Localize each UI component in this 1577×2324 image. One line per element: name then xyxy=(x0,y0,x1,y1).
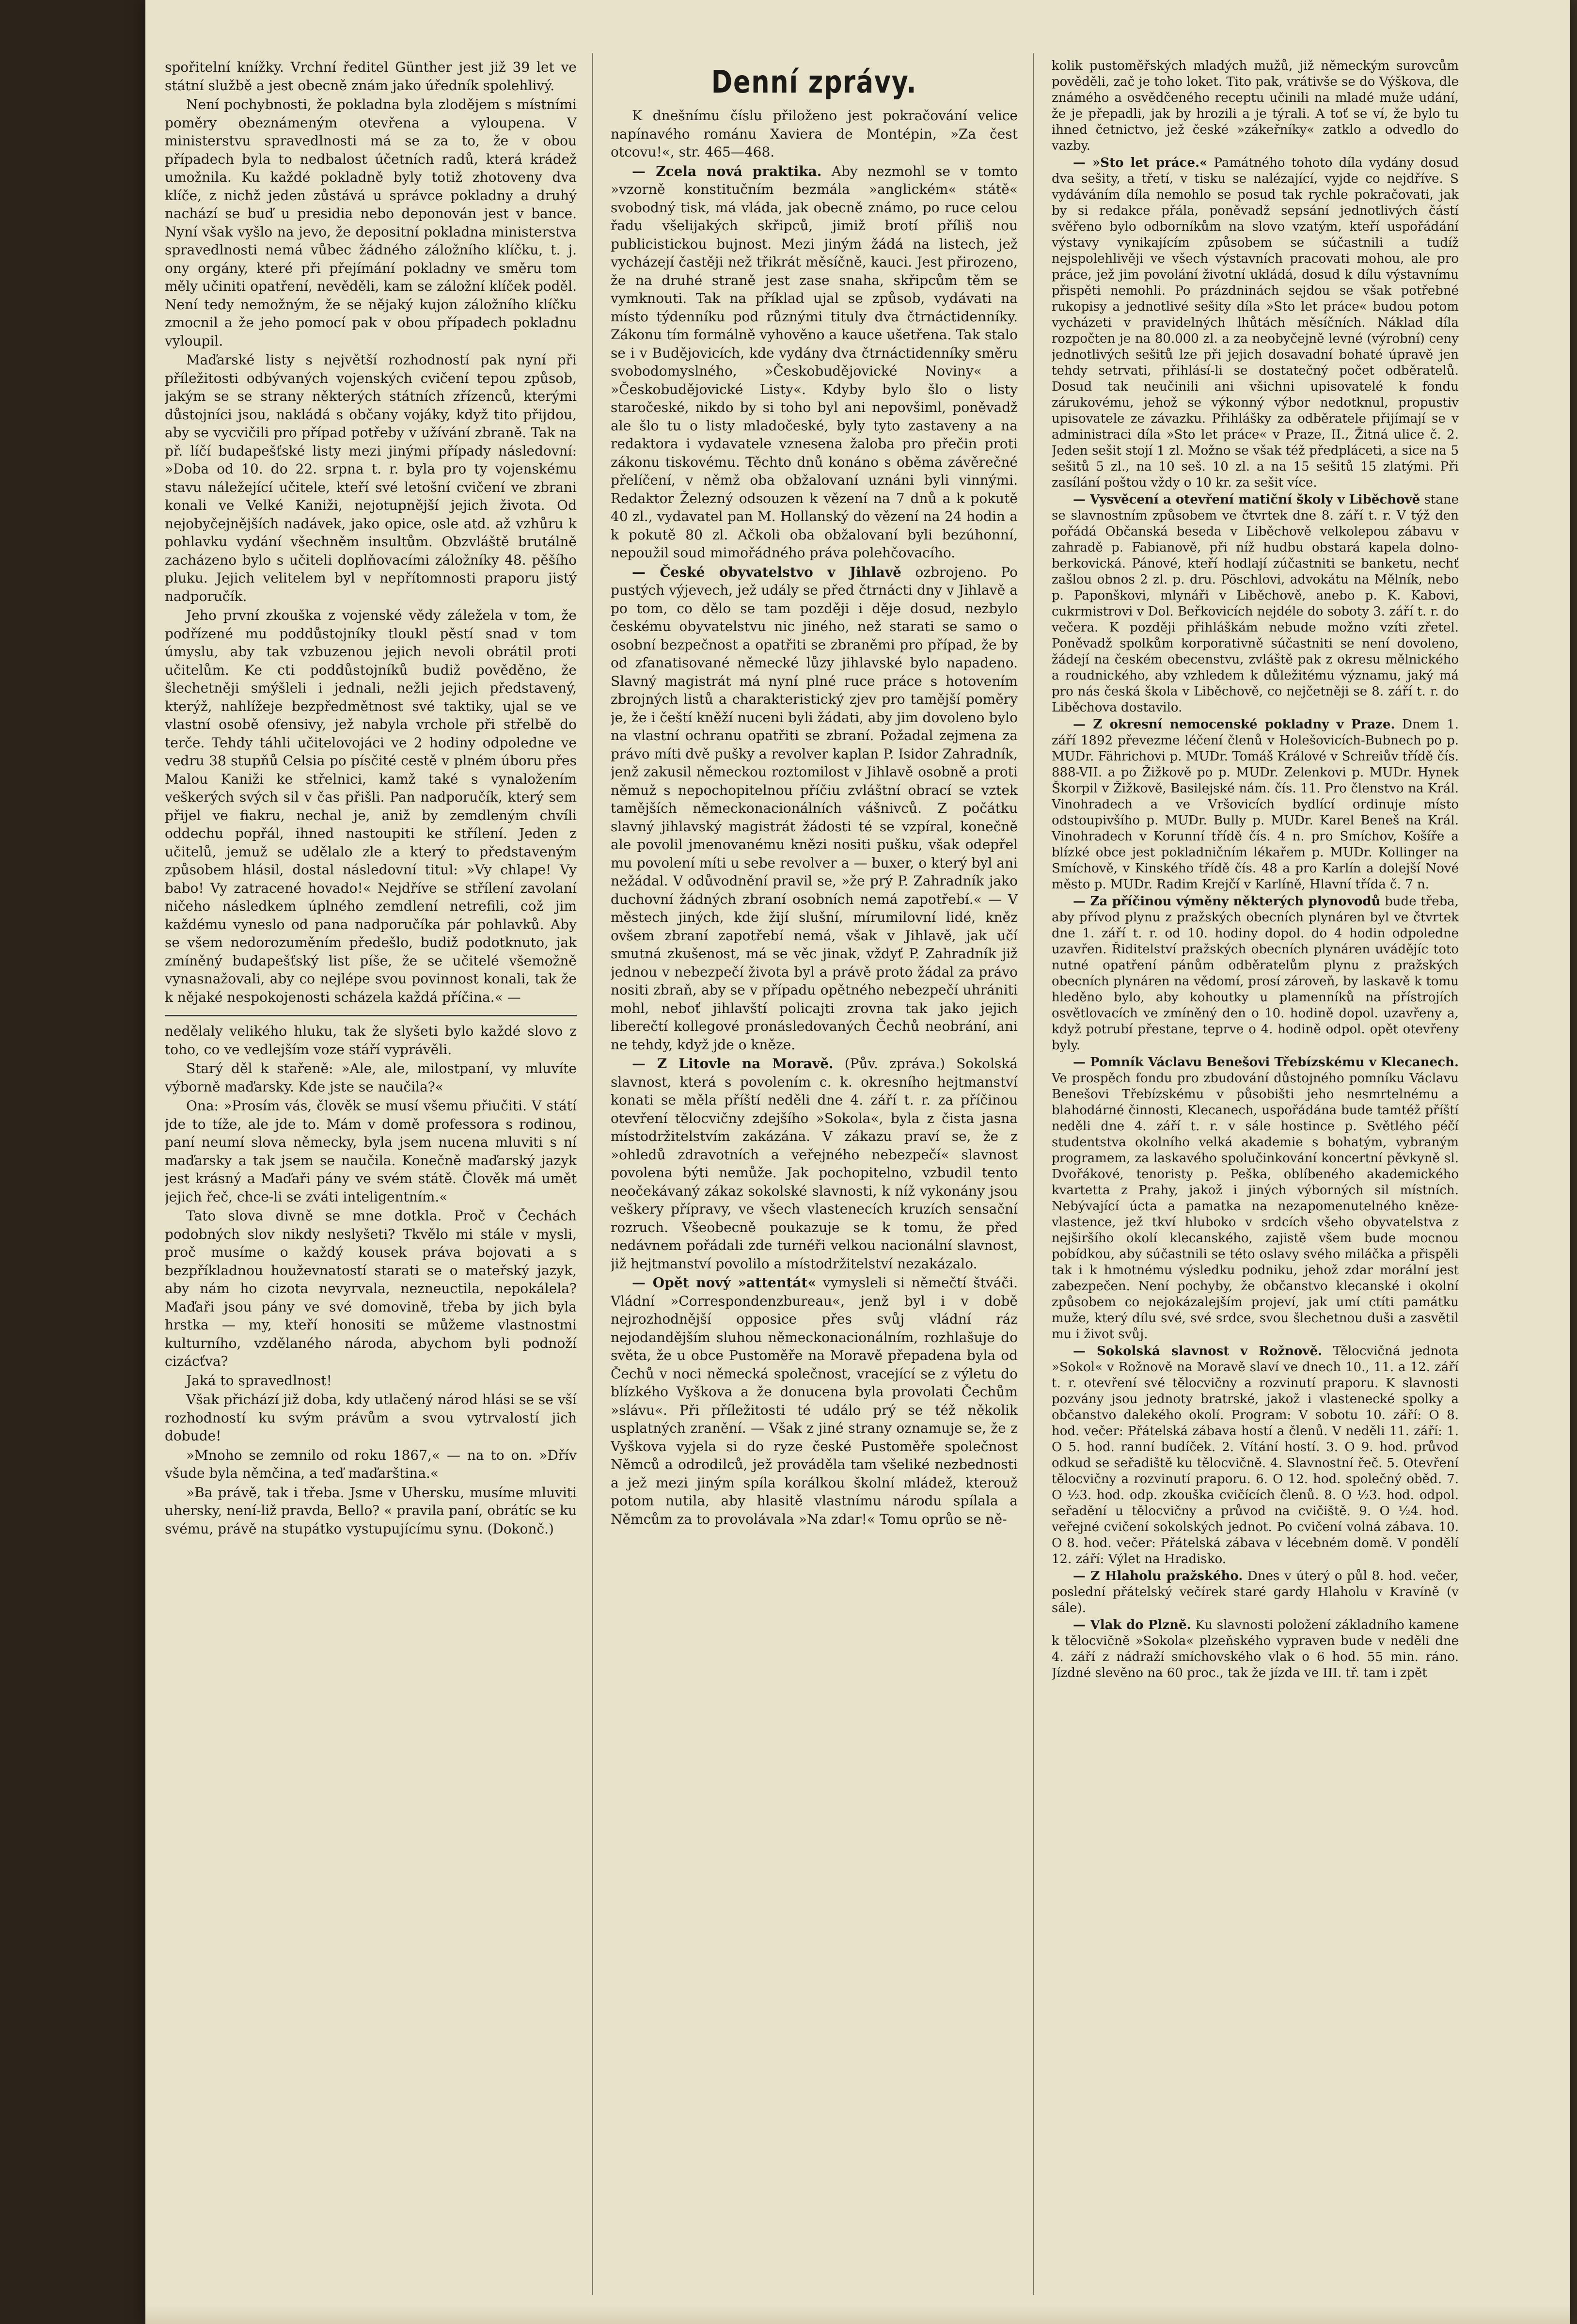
article-heading: — Opět nový »attentát« xyxy=(632,1275,816,1291)
paragraph: Jeho první zkouška z vojenské vědy záležela v tom, že podřízené mu poddůstojníky tloukl pěstí snad v tom úmyslu, aby tak vzbuzenou jejich nevoli obrátil proti učitelům. Ke cti poddůstojníků budiž pověděno, že šlechetněji smýšleli i jednali, nežli jejich představený, kterýž, nahlížeje bezpředmětnost své taktiky, ujal se ve vlastní osobě ofensivy, jež nabyla vrchole při střelbě do terče. Tehdy táhli učitelovojáci ve 2 hodiny odpoledne ve vedru 38 stupňů Celsia po písčité cestě v plném úboru přes Malou Kaniži ke střelnici, kamž také s vynaložením veškerých svých sil v čas přišli. Pan nadporučík, který sem přijel ve fiakru, nechal je, aniž by zemdleným chvíli oddechu popřál, ihned nastoupiti ke střílení. Jeden z učitelů, jemuž se udělalo zle a který to představeným způsobem hlásil, dostal následovní titul: »Vy chlape! Vy babo! Vy zatracené hovado!« Nejdříve se střílení zavolaní ničeho následkem úplného zemdlení netrefili, což jim každému vyneslo od pana nadporučíka pár pohlavků. Aby se všem nedorozuměním předešlo, budiž podotknuto, jak zmíněný budapešťský list píše, že se učitelé všemožně vynasnažovali, aby co nejlépe svou povinnost konali, tak že k nějaké nespokojenosti scházela každá příčina.« — xyxy=(165,607,577,1005)
paragraph: »Ba právě, tak i třeba. Jsme v Uhersku, musíme mluviti uhersky, není-liž pravda, Bello? « pravila paní, obrátíc se ku svému, právě na stupátko vystupujícímu synu. (Dokonč.) xyxy=(165,1484,577,1537)
article-body: (Pův. zpráva.) Sokolská slavnost, která s povolením c. k. okresního hejtmanství konati se měla příští neděli dne 4. září t. r. za příčinou otevření tělocvičny zdejšího »Sokola«, byla z čista jasna místodržitelstvím zakázána. V zákazu praví se, že z »ohledů zdravotních a veřejného nebezpečí« slavnost povolena býti nemůže. Jak pochopitelno, vzbudil tento neočekávaný zákaz sokolské slavnosti, k níž vykonány jsou veškery přípravy, ve všech vlastenecích kruzích sensační rozruch. Všeobecně poukazuje se k tomu, že před nedávnem pořádali zde turnéři velkou nacionální slavnost, již hejtmanství povolilo a místodržitelství nezakázalo. xyxy=(611,1056,1018,1272)
article-body: Ku slavnosti položení základního kamene k tělocvičně »Sokola« plzeňského vypraven bude v neděli dne 4. září z nádraží smíchovského vlak o 6 hod. 55 min. ráno. Jízdné slevěno na 60 proc., tak že jízda ve III. tř. tam i zpět xyxy=(1052,1618,1459,1680)
paragraph: kolik pustoměřských mladých mužů, již německým surovcům pověděli, zač je toho loket. Tito pak, vrátivše se do Výškova, dle známého a osvědčeného receptu učinili na mladé muže udání, že je přepadli, jak by hrozili a je týrali. A toť se ví, že bylo tu ihned četnictvo, jež české »zákeřníky« zatklo a odvedlo do vazby. xyxy=(1052,59,1459,153)
article-heading: — Pomník Václavu Benešovi Třebízskému v Klecanech. xyxy=(1073,1055,1459,1070)
article-body: Dnem 1. září 1892 převezme léčení členů v Holešovicích-Bubnech po p. MUDr. Fährichovi p. MUDr. Tomáš Králové v Schreiův třídě čís. 888-VII. a po Žižkově po p. MUDr. Zelenkovi p. MUDr. Hynek Škorpil v Žižkově, Basilejské nám. čís. 11. Pro členstvo na Král. Vinohradech a ve Vršovicích bydlící ordinuje místo odstoupivšího p. MUDr. Bully p. MUDr. Karel Beneš na Král. Vinohradech v Korunní třídě čís. 4 n. pro Smíchov, Košíře a blízké obce jest pokladničním lékařem p. MUDr. Kollinger na Smíchově, v Kinského třídě čís. 48 a pro Karlín a dolejší Nové město p. MUDr. Radim Krejčí v Karlíně, Hlavní třída č. 7 n. xyxy=(1052,717,1459,892)
article-heading: — Z Litovle na Moravě. xyxy=(632,1056,834,1072)
article-heading: — Sokolská slavnost v Rožnově. xyxy=(1073,1344,1323,1359)
article-body: Aby nezmohl se v tomto »vzorně konstitučním bezmála »anglickém« státě« svobodný tisk, má vláda, jak obecně známo, po ruce celou řadu všelijakých skřipců, jimiž brotí příliš nou publicistickou bujnost. Mezi jiným žádá na listech, jež vycházejí častěji než třikrát měsíčně, kauci. Jest přirozeno, že na druhé straně jest zase snaha, skřipcům těm se vymknouti. Tak na příklad ujal se způsob, vydávati na místo týdenníku pod různými tituly dva čtrnáctidenníky. Zákonu tím formálně vyhověno a kauce ušetřena. Tak stalo se i v Budějovicích, kde vydány dva čtrnáctidenníky směru svobodomyslného, »Českobudějovické Noviny« a »Českobudějovické Listy«. Kdyby bylo šlo o listy staročeské, nikdo by si toho byl ani nepovšiml, poněvadž ale šlo tu o listy mladočeské, byly tyto zastaveny a na redaktora i vydavatele vznesena žaloba pro přečin proti zákonu tiskovému. Těchto dnů konáno s oběma závěrečné přelíčení, v němž oba obžalovaní uznáni byli vinnými. Redaktor Železný odsouzen k vězení na 7 dnů a k pokutě 40 zl., vydavatel pan M. Hollanský do vězení na 24 hodin a k pokutě 80 zl. Ačkoli oba obžalovaní byli bezúhonní, nepoužil soud mimořádného práva polehčovacího. xyxy=(611,163,1018,561)
article-body: Ve prospěch fondu pro zbudování důstojného pomníku Václavu Benešovi Třebízskému v působišti jeho nesmrtelnému a blahodárné činnosti, Klecanech, uspořádána bude tamtéž příští neděli dne 4. září t. r. v sále hostince p. Světlého péčí studentstva okolního velká akademie s bohatým, vybraným programem, za laskavého spolučinkování koncertní pěvkyně sl. Dvořákové, tenoristy p. Peška, oblíbeného akademického kvartetta z Prahy, jakož i jiných výborných sil místních. Nebývající úcta a pamatka na nezapomenutelného kněze-vlastence, jež tkví hluboko v srdcích všeho obyvatelstva z nejširšího okolí klecanského, zajistě všem bude mocnou pobídkou, aby súčastnili se této oslavy svého miláčka a přispěli tak i k hmotnému výsledku podniku, jehož zdar morální jest zabezpečen. Není pochyby, že občanstvo klecanské i okolní způsobem co nejokázalejším projeví, jak umí ctíti památku muže, který dílu své, své srdce, svou šlechetnou duši a zasvětil mu i život svůj. xyxy=(1052,1071,1459,1342)
section-title: Denní zprávy. xyxy=(711,64,917,100)
paragraph: K dnešnímu číslu přiloženo jest pokračování velice napínavého románu Xaviera de Montépin, »Za čest otcovu!«, str. 465—468. xyxy=(611,108,1018,160)
article-body: stane se slavnostním způsobem ve čtvrtek dne 8. září t. r. V týž den pořádá Občanská beseda v Liběchově velkolepou zábavu v zahradě p. Fabianově, při níž hudbu obstará kapela dolno-berkovická. Pánové, kteří hodlají zúčastniti se banketu, nechť zašlou obnos 2 zl. p. dru. Pöschlovi, advokátu na Mělník, nebo p. Paponškovi, mlynáři v Liběchově, anebo p. K. Kabovi, cukrmistrovi v Dol. Beřkovicích nejdéle do soboty 3. září t. r. do večera. K později přihláškám nebude možno vzíti zřetel. Poněvadž spolkům korporativně súčastniti se není dovoleno, žádejí na českém obecenstvu, zvláště pak z okresu mělnického a roudnického, aby vzhledem k důležitému významu, jaký má pro nás česká škola v Liběchově, co nejčetněji se 8. září t. r. do Liběchova dostavilo. xyxy=(1052,492,1459,715)
paragraph: spořitelní knížky. Vrchní ředitel Günther jest již 39 let ve státní službě a jest obecně znám jako úředník spolehlivý. xyxy=(165,59,577,94)
scanner-backdrop xyxy=(0,0,145,2324)
column-1 xyxy=(165,58,577,2295)
article-heading: — »Sto let práce.« xyxy=(1073,156,1208,170)
article-heading: — Vysvěcení a otevření matiční školy v Liběchově xyxy=(1073,492,1420,507)
section-divider xyxy=(165,1015,577,1016)
column-rule xyxy=(1033,53,1034,2295)
column-rule xyxy=(592,53,593,2295)
paragraph: Jaká to spravedlnost! xyxy=(186,1372,332,1389)
page-edge xyxy=(145,2305,1570,2324)
article-body: Tělocvičná jednota »Sokol« v Rožnově na Moravě slaví ve dnech 10., 11. a 12. září t. r. otevření své tělocvičny a rozvinutí praporu. K slavnosti pozvány jsou jednoty bratrské, jakož i vlastenecké spolky a občanstvo dalekého okolí. Program: V sobotu 10. září: O 8. hod. večer: Přátelská zábava hostí a členů. V neděli 11. září: 1. O 5. hod. ranní budíček. 2. Vítání hostí. 3. O 9. hod. průvod odkud se seřadiště ku tělocvičně. 4. Slavnostní řeč. 5. Otevření tělocvičny a rozvinutí praporu. 6. O 12. hod. společný oběd. 7. O ½3. hod. odp. zkouška cvičících členů. 8. O ½3. hod. odpol. seřadění u tělocvičny a průvod na cvičiště. 9. O ½4. hod. veřejné cvičení sokolských jednot. Po cvičení volná zábava. 10. O 8. hod. večer: Přátelská zábava v lécebném domě. V pondělí 12. září: Výlet na Hradisko. xyxy=(1052,1344,1459,1566)
paragraph: Není pochybnosti, že pokladna byla zlodějem s místními poměry obeznámeným otevřena a vyloupena. V ministerstvu spravedlnosti má se za to, že v obou případech byla to nedbalost účetních radů, která krádež umožnila. Ku každé pokladně byly totiž zhotoveny dva klíče, z nichž jeden zůstává u správce pokladny a druhý nachází se buď u presidia nebo deponován jest v bance. Nyní však vyšlo na jevo, že depositní pokladna ministerstva spravedlnosti nemá vůbec žádného záložního klíčku, t. j. ony orgány, které při přejímání pokladny ve směru tom měly učiniti opatření, nevěděli, kam se záložní klíček poděl. Není tedy nemožným, že se nějaký kujon záložního klíčku zmocnil a že jeho pomocí pak v obou případech pokladnu vyloupil. xyxy=(165,96,577,349)
column-2 xyxy=(611,58,1018,2295)
newspaper-page xyxy=(145,0,1570,2324)
paragraph: Maďarské listy s největší rozhodností pak nyní při příležitosti odbývaných vojenských cvičení tepou způsob, jakým se se strany některých státních zřízenců, kterými důstojníci jsou, nakládá s občany vojáky, když tito přijdou, aby se vycvičili pro případ potřeby v užívání zbraně. Tak na př. líčí budapešťské listy mezi jinými případy následovní: »Doba od 10. do 22. srpna t. r. byla pro ty vojenskému stavu náležející učitele, kteří své letošní cvičení ve zbrani konali ve Velké Kaniži, nejotupnější jejich života. Od nejobyčejnějších nadávek, jako opice, osle atd. až vzhůru k pohlavku vydání všechněm insultům. Obzvláště brutálně zacházeno bylo s učiteli doplňovacími záložníky 48. pěšího pluku. Jejich velitelem byl v nepřítomnosti praporu jistý nadporučík. xyxy=(165,352,577,604)
article-heading: — Za příčinou výměny některých plynovodů xyxy=(1073,894,1381,909)
paragraph: Ona: »Prosím vás, člověk se musí všemu přiučiti. V státí jde to tíže, ale jde to. Mám v domě professora s rodinou, paní neumí slova německy, byla jsem nucena mluviti s ní maďarsky a tak jsem se naučila. Konečně maďarský jazyk jest krásný a Maďaři pány ve svém státě. Člověk má umět jejich řeč, chce-li se zváti inteligentním.« xyxy=(165,1098,577,1205)
paragraph: »Mnoho se zemnilo od roku 1867,« — na to on. »Dřív všude byla němčina, a teď maďarština.« xyxy=(165,1447,577,1481)
article-body: vymysleli si němečtí štváči. Vládní »Correspondenzbureau«, jenž byl i v době nejrozhodnější opposice přes svůj vládní ráz nejodandějším sluhou německonacionálním, rozhlašuje do světa, že u obce Pustoměře na Moravě přepadena byla od Čechů v noci německá společnost, vracející se z výletu do blízkého Vyškova a že donucena byla provolati Čechům »slávu«. Při příležitosti té událo prý se též několik usplatných zranění. — Však z jiné strany oznamuje se, že z Vyškova vyjela si do ryze české Pustoměře společnost Němců a odrodilců, jež prováděla tam všeliké nezbednosti a jež mezi jiným spíla korálkou školní mládež, kterouž potom nutila, aby hlasitě vlastnímu národu spílala a Němcům za to provolávala »Na zdar!« Tomu oprůo se ně- xyxy=(611,1275,1018,1527)
column-3 xyxy=(1052,58,1459,2295)
article-body: bude třeba, aby přívod plynu z pražských obecních plynáren byl ve čtvrtek dne 1. září t. r. od 10. hodiny dopol. do 4 hodin odpoledne uzavřen. Řiditelství pražských obecních plynáren uvádějíc toto nutné opatření pánům odběratelům plynu z pražských obecních plynáren na vědomí, prosí zároveň, by laskavě k tomu hleděno bylo, aby kohoutky u plamenníků na přístrojích osvětlovacích ve zmíněný den o 10. hodině dopol. uzavřeny a, když potrubí přestane, teprve o 4. hodině odpol. opět otevřeny byly. xyxy=(1052,894,1459,1053)
paragraph: nedělaly velikého hluku, tak že slyšeti bylo každé slovo z toho, co ve vedlejším voze stáří vyprávěli. xyxy=(165,1023,577,1058)
article-heading: — Vlak do Plzně. xyxy=(1073,1618,1191,1632)
paragraph: Tato slova divně se mne dotkla. Proč v Čechách podobných slov nikdy neslyšeti? Tkvělo mi stále v mysli, proč musíme o každý kousek práva bojovati a s bezpříkladnou houževnatostí starati se o mateřský jazyk, aby nám ho cizota nevyrvala, nezneuctila, nepokálela? Maďaři jsou pány ve své domovině, třeba by jich byla hrstka — my, kteří honositi se můžeme vlastnostmi kulturního, vzdělaného národa, abychom byli podnoží cizácťva? xyxy=(165,1208,577,1369)
article-heading: — Z okresní nemocenské pokladny v Praze. xyxy=(1073,717,1395,732)
article-body: ozbrojeno. Po pustých výjevech, jež udály se před čtrnácti dny v Jihlavě a po tom, co dělo se tam později i děje dosud, nezbylo českému obyvatelstvu nic jiného, než starati se samo o osobní bezpečnost a opatřiti se zbraněmi pro případ, že by od zfanatisované německé lůzy jihlavské bylo napadeno. Slavný magistrát má nyní plné ruce práce s hotovením zbrojných listů a charakteristický zjev pro tamější poměry je, že i čeští kněží nuceni byli žádati, aby jim dovoleno bylo na vlastní ochranu opatřiti se zbraní. Požadal zejmena za právo míti dvě pušky a revolver kaplan P. Isidor Zahradník, jenž zakusil německou roztomilost v Jihlavě osobně a proti němuž s nepochopitelnou příčiu zvláštní obrací se vztek tamějších německonacionálních vášnivců. Z počátku slavný jihlavský magistrát žádosti té se vzpíral, konečně ale povolil jmenovanému knězi nositi pušku, však odepřel mu povolení míti u sebe revolver a — buxer, o který byl ani nežádal. V odůvodnění pravil se, »že prý P. Zahradník jako duchovní žádných zbraní osobních nemá zapotřebí.« — V městech jiných, kde žijí slušní, mírumilovní lidé, kněz ovšem zbraní zapotřebí nemá, však v Jihlavě, jak učí smutná zkušenost, má se věc jinak, vždyť P. Zahradník již jednou v nebezpečí života byl a právě proto žádal za právo nositi zbraň, aby se v případu opětného nebezpečí uhrániti mohl, neboť jihlavští policajti zrovna tak jako jejich liberečtí kollegové pronásledovaných Čechů neobrání, ani ne tehdy, když jde o kněze. xyxy=(611,564,1018,1053)
paragraph: Však přichází již doba, kdy utlačený národ hlási se se vší rozhodností ku svým právům a svou vytrvalostí jich dobude! xyxy=(165,1391,577,1444)
article-heading: — České obyvatelstvo v Jihlavě xyxy=(632,564,901,580)
paragraph: Starý děl k stařeně: »Ale, ale, milostpaní, vy mluvíte výborně maďarsky. Kde jste se naučila?« xyxy=(165,1060,577,1095)
article-body: Památného tohoto díla vydány dosud dva sešity, a třetí, v tisku se nalézající, vyjde co nejdříve. S vydáváním díla nemohlo se posud tak rychle pokračovati, jak by si redakce přála, poněvadž sepsání jednotlivých částí svěřeno bylo odborníkům na slovo vzatým, kteří uspořádání výstavy vynikajícím způsobem se súčastnili a tudíž nejspolehlivěji ve všech výstavních pracovati mohou, ale pro práce, jež jim povolání životní ukládá, dosud k dílu výstavnímu přispěti nemohli. Po prázdninách sejdou se však potřebné rukopisy a jednotlivé sešity díla »Sto let práce« budou potom vycházeti v pravidelných lhůtách měsíčních. Náklad díla rozpočten je na 80.000 zl. a za neobyčejně levné (výrobní) ceny jednotlivých sešitů lze při jejich dosavadní bohaté úpravě jen tehdy setrvati, přihlásí-li se dostatečný počet odběratelů. Dosud tak neučinili ani všichni upisovatelé k fondu zárukovému, jehož se výkonný výbor nedotknul, propustiv upisovatele ze závazku. Přihlášky za odběratele přijímají se v administraci díla »Sto let práce« v Praze, II., Žitná ulice č. 2. Jeden sešit stojí 1 zl. Možno se však též předpláceti, a sice na 5 sešitů 5 zl., na 10 seš. 10 zl. a na 15 sešitů 15 zlatými. Při zasílání poštou vždy o 10 kr. za sešit více. xyxy=(1052,156,1459,490)
article-heading: — Z Hlaholu pražského. xyxy=(1073,1569,1243,1583)
article-heading: — Zcela nová praktika. xyxy=(632,163,822,179)
article-body: Dnes v úterý o půl 8. hod. večer, poslední přátelský večírek staré gardy Hlaholu v Kravíně (v sále). xyxy=(1052,1569,1459,1615)
